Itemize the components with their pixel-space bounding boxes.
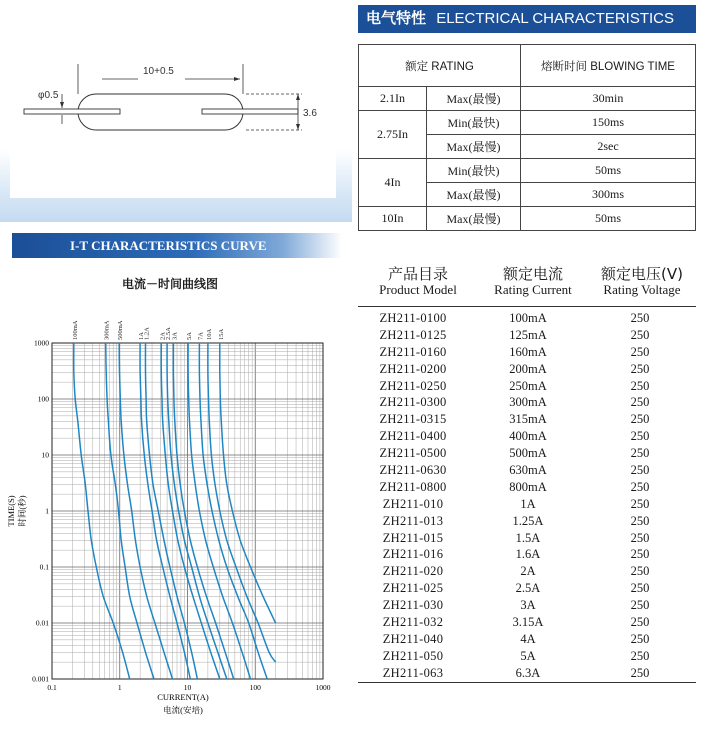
current-cell: 250mA: [509, 378, 547, 393]
model-cell: ZH211-0800: [379, 479, 447, 494]
current-cell: 400mA: [509, 429, 547, 444]
mode-cell: Min(最快): [427, 111, 521, 135]
voltage-cell: 250: [630, 361, 650, 376]
model-cell: ZH211-013: [382, 513, 444, 528]
table-row: [358, 328, 696, 345]
x-axis-label: CURRENT(A): [157, 692, 209, 702]
series-line-10: [208, 343, 276, 662]
table-row: [358, 615, 696, 632]
time-cell: 300ms: [521, 183, 696, 207]
table-row: [359, 207, 696, 231]
time-cell: 50ms: [521, 207, 696, 231]
y-tick-label: 0.01: [35, 618, 49, 628]
model-cell: ZH211-030: [382, 598, 444, 613]
x-tick-label: 100: [249, 683, 261, 692]
voltage-cell: 250: [630, 648, 650, 663]
table-row: [358, 345, 696, 362]
y-tick-label: 10: [41, 450, 49, 460]
dimension-drawing: [10, 2, 336, 198]
voltage-cell: 250: [630, 344, 650, 359]
table-row: [358, 632, 696, 649]
model-cell: ZH211-025: [382, 581, 444, 596]
table-row: [358, 666, 696, 683]
model-cell: ZH211-0100: [379, 311, 447, 325]
voltage-cell: 250: [630, 479, 650, 494]
y-tick-label: 1000: [34, 338, 49, 348]
table-row: [358, 362, 696, 379]
model-cell: ZH211-0200: [379, 361, 447, 376]
chart-grid: [52, 343, 323, 679]
body-dia-label: 3.6: [303, 108, 317, 119]
x-tick-label: 1: [117, 683, 122, 692]
current-cell: 3A: [520, 598, 536, 613]
current-cell: 160mA: [509, 344, 547, 359]
table-row: [358, 497, 696, 514]
model-cell: ZH211-0250: [379, 378, 447, 393]
series-label: 300mA: [103, 320, 111, 340]
table-row: [358, 547, 696, 564]
table-row: [358, 463, 696, 480]
series-label: 1.2A: [143, 327, 151, 340]
series-label: 2.5A: [165, 327, 173, 340]
table-row: [358, 412, 696, 429]
rating-cell: 2.75In: [359, 111, 427, 159]
time-cell: 30min: [521, 87, 696, 111]
table-row: [359, 159, 696, 183]
wire-arrow: [60, 102, 64, 108]
table-row: [358, 446, 696, 463]
time-cell: 50ms: [521, 159, 696, 183]
voltage-cell: 250: [630, 378, 650, 393]
table-row: [358, 480, 696, 497]
time-cell: 2sec: [521, 135, 696, 159]
x-tick-label: 10: [183, 683, 192, 692]
rating-cell: 4In: [359, 159, 427, 207]
series-label: 3A: [171, 332, 179, 340]
product-table-body: [358, 311, 696, 683]
voltage-cell: 250: [630, 547, 650, 562]
wire-dia-label: φ0.5: [38, 90, 59, 101]
y-axis-label-zh: 时间(秒): [17, 495, 27, 527]
current-cell: 1.6A: [515, 547, 541, 562]
model-cell: ZH211-063: [382, 665, 444, 680]
current-cell: 4A: [520, 631, 536, 646]
table-row: [358, 531, 696, 548]
voltage-cell: 250: [630, 463, 650, 478]
series-label: 5A: [186, 332, 194, 340]
model-cell: ZH211-016: [382, 547, 444, 562]
table-row: [358, 564, 696, 581]
electrical-title-en: ELECTRICAL CHARACTERISTICS: [436, 10, 675, 27]
current-cell: 500mA: [509, 446, 547, 461]
y-tick-label: 1: [45, 506, 49, 516]
y-tick-label: 0.001: [32, 674, 49, 684]
current-cell: 800mA: [509, 479, 547, 494]
model-cell: ZH211-015: [382, 530, 444, 545]
electrical-table-header: [359, 45, 696, 87]
voltage-cell: 250: [630, 631, 650, 646]
length-label: 10+0.5: [143, 66, 174, 77]
current-cell: 2A: [520, 564, 536, 579]
table-row: [358, 395, 696, 412]
voltage-cell: 250: [630, 412, 650, 427]
electrical-characteristics-banner: [358, 5, 696, 33]
current-cell: 1.25A: [512, 513, 544, 528]
table-row: [359, 111, 696, 135]
fuse-outline-drawing: [10, 2, 336, 198]
voltage-cell: 250: [630, 429, 650, 444]
voltage-cell: 250: [630, 446, 650, 461]
curve-title: 电流－时间曲线图: [121, 277, 218, 291]
table-row: [359, 87, 696, 111]
table-row: [358, 649, 696, 666]
mode-cell: Min(最快): [427, 159, 521, 183]
rating-cell: 10In: [359, 207, 427, 231]
series-label: 100mA: [71, 320, 79, 340]
current-cell: 1A: [520, 496, 536, 511]
model-cell: ZH211-032: [382, 615, 444, 630]
current-cell: 200mA: [509, 361, 547, 376]
mode-cell: Max(最慢): [427, 183, 521, 207]
it-curve-banner: I-T CHARACTERISTICS CURVE: [12, 233, 342, 258]
y-tick-label: 100: [37, 394, 49, 404]
y-axis-label: TIME(S): [6, 495, 16, 527]
header-product-model: 产品目录 Product Model: [379, 265, 457, 298]
voltage-cell: 250: [630, 530, 650, 545]
table-row: [358, 379, 696, 396]
x-tick-label: 0.1: [47, 683, 57, 692]
model-cell: ZH211-040: [382, 631, 444, 646]
current-cell: 2.5A: [515, 581, 541, 596]
current-cell: 100mA: [509, 311, 547, 325]
model-cell: ZH211-0160: [379, 344, 447, 359]
header-rating-current: 额定电流 Rating Current: [494, 265, 572, 298]
current-cell: 5A: [520, 648, 536, 663]
voltage-cell: 250: [630, 327, 650, 342]
y-tick-label: 0.1: [39, 562, 49, 572]
header-divider: [358, 306, 696, 307]
model-cell: ZH211-0300: [379, 395, 447, 410]
mode-cell: Max(最慢): [427, 87, 521, 111]
model-cell: ZH211-0400: [379, 429, 447, 444]
voltage-cell: 250: [630, 395, 650, 410]
time-cell: 150ms: [521, 111, 696, 135]
table-row: [358, 581, 696, 598]
header-blowing-time: 熔断时间 BLOWING TIME: [521, 45, 696, 87]
voltage-cell: 250: [630, 513, 650, 528]
voltage-cell: 250: [630, 598, 650, 613]
current-cell: 1.5A: [515, 530, 541, 545]
model-cell: ZH211-0315: [379, 412, 447, 427]
series-label: 1A: [138, 332, 146, 340]
series-label: 10A: [205, 328, 213, 340]
header-rating: 额定 RATING: [359, 45, 521, 87]
current-cell: 630mA: [509, 463, 547, 478]
current-cell: 3.15A: [512, 615, 544, 630]
table-bottom-rule: [358, 682, 696, 683]
chart-series-labels: [72, 320, 225, 340]
header-rating-voltage: 额定电压(V) Rating Voltage: [601, 265, 683, 298]
dimension-drawing-panel: [0, 0, 352, 222]
current-cell: 125mA: [509, 327, 547, 342]
current-cell: 315mA: [509, 412, 547, 427]
electrical-table: [358, 44, 696, 231]
voltage-cell: 250: [630, 615, 650, 630]
current-cell: 6.3A: [515, 665, 541, 680]
left-lead-wire: [24, 109, 120, 114]
voltage-cell: 250: [630, 496, 650, 511]
electrical-title-zh: 电气特性: [366, 10, 427, 27]
model-cell: ZH211-0125: [379, 327, 447, 342]
series-label: 7A: [197, 332, 205, 340]
x-axis-label-zh: 电流(安培): [163, 705, 203, 715]
it-chart: [0, 300, 352, 730]
voltage-cell: 250: [630, 581, 650, 596]
product-table-header: [358, 266, 696, 306]
table-row: [358, 429, 696, 446]
model-cell: ZH211-050: [382, 648, 444, 663]
right-lead-wire: [202, 109, 298, 114]
model-cell: ZH211-0500: [379, 446, 447, 461]
series-label: 2A: [159, 332, 167, 340]
mode-cell: Max(最慢): [427, 135, 521, 159]
table-row: [358, 598, 696, 615]
current-cell: 300mA: [509, 395, 547, 410]
model-cell: ZH211-020: [382, 564, 444, 579]
model-cell: ZH211-0630: [379, 463, 447, 478]
table-row: [358, 514, 696, 531]
x-tick-label: 1000: [315, 683, 331, 692]
length-arrow-right: [234, 77, 240, 81]
mode-cell: Max(最慢): [427, 207, 521, 231]
series-label: 500mA: [117, 320, 125, 340]
voltage-cell: 250: [630, 665, 650, 680]
voltage-cell: 250: [630, 564, 650, 579]
series-label: 15A: [217, 328, 225, 340]
model-cell: ZH211-010: [382, 496, 444, 511]
rating-cell: 2.1In: [359, 87, 427, 111]
table-row: [358, 311, 696, 328]
voltage-cell: 250: [630, 311, 650, 325]
